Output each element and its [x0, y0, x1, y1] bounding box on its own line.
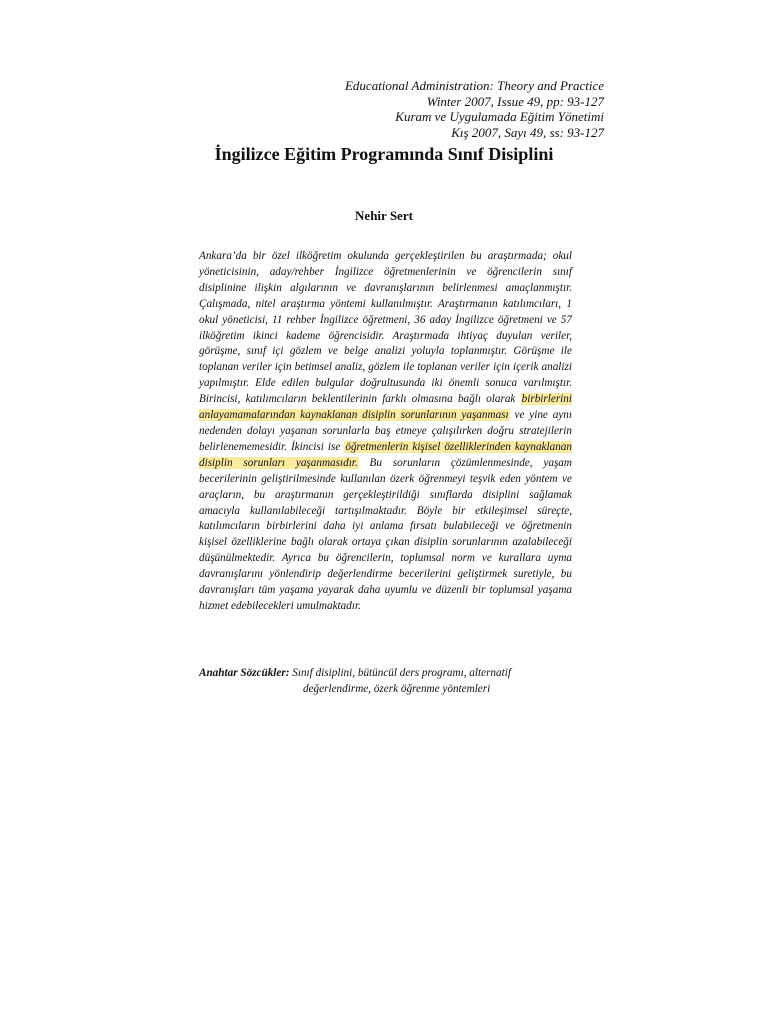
journal-issue-tr: Kış 2007, Sayı 49, ss: 93-127 — [451, 124, 604, 140]
abstract-text-part1: Ankara’da bir özel ilköğretim okulunda gerçekleştirilen bu araştırmada; okul yöneticisinin, aday/rehber İngilizce öğretmenlerinin ve öğrencilerin sınıf disiplinine ilişkin algılarının ve davranışlarının belirlenmesi amaçlanmıştır. Çalışmada, nitel araştırma yöntemi kullanılmıştır. Araştırmanın katılımcıları, 1 okul yöneticisi, 11 rehber İngilizce öğretmeni, 36 aday İngilizce öğretmeni ve 57 ilköğretim ikinci kademe öğrencisidir. Araştırmada ihtiyaç duyulan veriler, görüşme, sınıf içi gözlem ve belge analizi yoluyla toplanmıştır. Görüşme ile toplanan veriler için betimsel analiz, gözlem ile toplanan veriler için içerik analizi yapılmıştır. Elde edilen bulgular doğrultusunda iki önemli sonuca varılmıştır. Birincisi, katılımcıların beklentilerinin farklı olmasına bağlı olarak — [199, 250, 572, 406]
journal-name-tr: Kuram ve Uygulamada Eğitim Yönetimi — [395, 109, 604, 124]
journal-header — [345, 78, 604, 140]
paper-title: İngilizce Eğitim Programında Sınıf Disiplini — [214, 144, 554, 164]
abstract-highlight-2: öğretmenlerin kişisel özelliklerinden kaynaklanan disiplin sorunları yaşanmasıdır. — [199, 440, 572, 469]
keywords-block — [199, 666, 572, 698]
keywords-line2: değerlendirme, özerk öğrenme yöntemleri — [303, 682, 491, 695]
abstract-highlight-1: birbirlerini anlayamamalarından kaynaklanan disiplin sorunlarının yaşanması — [199, 393, 572, 422]
abstract — [199, 249, 572, 615]
keywords-line1: Sınıf disiplini, bütüncül ders programı, alternatif — [289, 667, 511, 679]
author-name: Nehir Sert — [355, 208, 413, 223]
journal-name-en: Educational Administration: Theory and Practice — [344, 78, 604, 93]
journal-issue-en: Winter 2007, Issue 49, pp: 93-127 — [426, 93, 604, 109]
abstract-text-part2: ve yine aynı nedenden dolayı yaşanan sorunlarla baş etmeye çalışılırken doğru stratejilerin belirlenememesidir. İkincisi ise — [199, 409, 573, 453]
abstract-text-part3: Bu sorunların çözümlenmesinde, yaşam becerilerinin geliştirilmesinde kullanılan özerk öğrenmeyi teşvik eden yöntem ve araçların, bu araştırmanın gerçekleştirildiği sınıflarda disiplini sağlamak amacıyla kullanılabileceği tartışılmaktadır. Böyle bir etkileşimsel süreçte, katılımcıların birbirlerini daha iyi anlama fırsatı bulabileceği ve öğretmenin kişisel özelliklerine bağlı olarak ortaya çıkan disiplin sorunlarının azalabileceği düşünülmektedir. Ayrıca bu öğrencilerin, toplumsal norm ve kurallara uyma davranışlarını yönlendirip değerlendirme becerilerini geliştirmek suretiyle, bu davranışları tüm yaşama yayarak daha uyumlu ve düzenli bir toplumsal yaşama hizmet edebilecekleri umulmaktadır. — [199, 456, 572, 612]
keywords-label: Anahtar Sözcükler: — [199, 667, 290, 679]
